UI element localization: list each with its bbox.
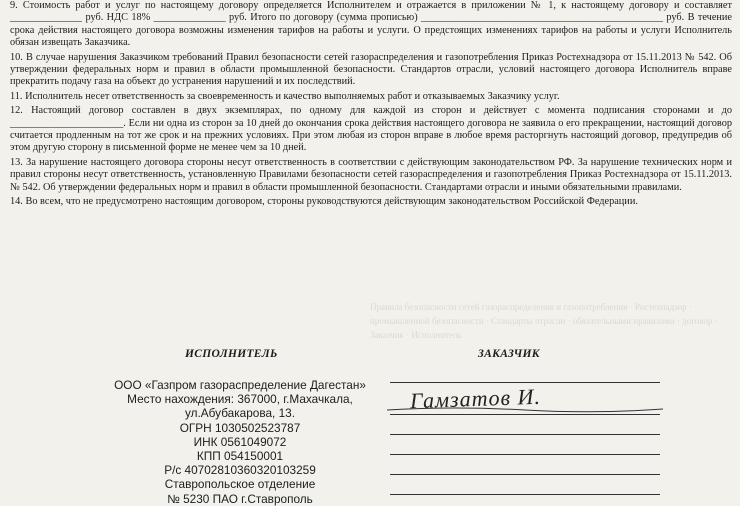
bleed-through-text: Правила безопасности сетей газораспределения и газопотребления · Ростехнадзор · промышленной безопасности · Стандарты отрасли · обязательными правилами · договор · Заказчик · Исполнитель xyxy=(370,302,718,340)
customer-heading: ЗАКАЗЧИК xyxy=(478,348,540,360)
contract-clauses xyxy=(10,0,732,209)
executor-line: ИНК 0561049072 xyxy=(193,434,287,449)
executor-line: ОГРН 1030502523787 xyxy=(179,420,301,435)
executor-details xyxy=(110,378,370,506)
fill-line xyxy=(390,454,660,455)
fill-line xyxy=(390,474,660,475)
clause-9: 9. Стоимость работ и услуг по настоящему договору определяется Исполнителем и отражается в приложении № 1, к настоящему договору и составляет ______________ руб. НДС 18% ______________ руб. Итого по договору (сумма прописью) _______________________________________________ руб. В течение срока действия настоящего договора возможны изменения тарифов на работы и услуги. О предстоящих изменениях тарифов на работы и услуги Исполнитель обязан извещать Заказчика. xyxy=(10,0,732,49)
fill-line xyxy=(390,434,660,435)
executor-line: КПП 054150001 xyxy=(196,449,284,464)
executor-line: Р/с 40702810360320103259 xyxy=(164,463,316,478)
executor-line: ул.Абубакарова, 13. xyxy=(185,406,295,421)
fill-line xyxy=(390,494,660,495)
executor-line: Ставропольское отделение xyxy=(164,477,316,492)
clause-14: 14. Во всем, что не предусмотрено настоящим договором, стороны руководствуются действующим законодательством Российской Федерации. xyxy=(10,196,638,208)
fill-line xyxy=(390,382,660,383)
executor-line: ООО «Газпром газораспределение Дагестан» xyxy=(114,378,366,392)
clause-10: 10. В случае нарушения Заказчиком требований Правил безопасности сетей газораспределения и газопотребления Приказ Ростехнадзора от 15.11.2013 № 542. Об утверждении федеральных норм и правил в области промышленной безопасности. Стандартов отрасли, условий настоящего договора Исполнитель вправе прекратить подачу газа на объект до устранения нарушений и их последствий. xyxy=(10,51,732,88)
clause-12: 12. Настоящий договор составлен в двух экземплярах, по одному для каждой из сторон и действует с момента подписания сторонами и до ______________________. Если ни одна из сторон за 10 дней до окончания срока действия настоящего договора не заявила о его прекращении, настоящий договор считается продленным на тот же срок и на прежних условиях. При этом любая из сторон вправе в любое время расторгнуть настоящий договор, предупредив об этом другую сторону в письменной форме не менее чем за 10 дней. xyxy=(10,105,732,154)
signature-underline-stroke xyxy=(385,404,665,414)
customer-signature: Гамзатов И. xyxy=(409,383,542,414)
fill-line xyxy=(390,414,660,415)
executor-line: № 5230 ПАО г.Ставрополь xyxy=(167,491,313,506)
executor-line: Место нахождения: 367000, г.Махачкала, xyxy=(127,392,353,407)
clause-11: 11. Исполнитель несет ответственность за своевременность и качество выполняемых работ и отказываемых Заказчику услуг. xyxy=(10,90,560,102)
clause-13: 13. За нарушение настоящего договора стороны несут ответственность в соответствии с действующим законодательством РФ. За нарушение технических норм и правил стороны несут ответственность, установленную Правилами безопасности сетей газораспределения и газопотребления Приказ Ростехнадзора от 15.11.2013. № 542. Об утверждении федеральных норм и правил в области промышленной безопасности. Стандартами отрасли и иными обязательными правилами. xyxy=(10,156,732,193)
executor-heading: ИСПОЛНИТЕЛЬ xyxy=(185,348,278,360)
